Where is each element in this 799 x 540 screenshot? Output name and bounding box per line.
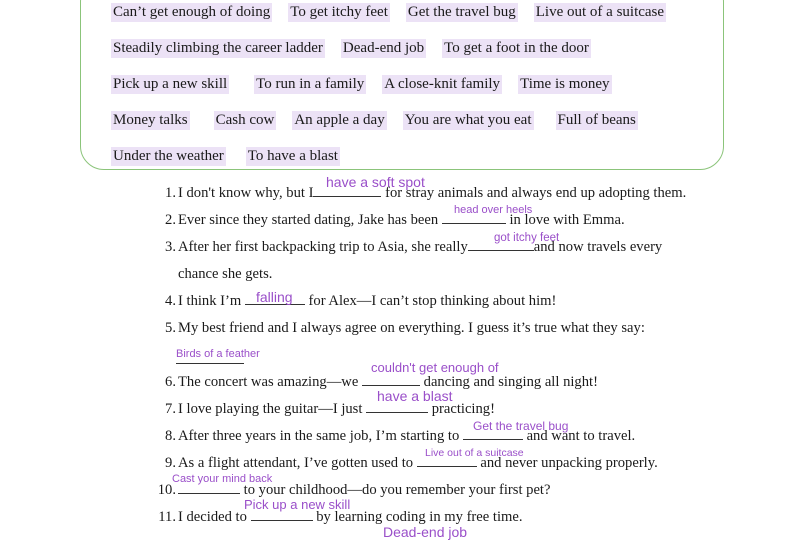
word-chip: Full of beans <box>557 112 636 128</box>
question-text: for stray animals and always end up adopting them. <box>385 185 687 201</box>
question-number: 11. <box>158 509 176 525</box>
word-chip: Get the travel bug <box>407 4 516 20</box>
question-text: After her first backpacking trip to Asia, she really <box>178 239 468 255</box>
word-bank-row-2 <box>111 39 607 58</box>
question-text: I decided to <box>178 509 247 525</box>
word-bank-row-4 <box>111 111 654 130</box>
word-chip: You are what you eat <box>404 112 532 128</box>
word-chip: Can’t get enough of doing <box>113 4 271 20</box>
word-chip: Live out of a suitcase <box>535 4 665 20</box>
word-bank-row-5 <box>111 147 356 166</box>
handwritten-answer: have a blast <box>377 388 453 404</box>
handwritten-answer: Birds of a feather <box>176 348 260 360</box>
question-text: and never unpacking properly. <box>480 455 658 471</box>
question-text: chance she gets. <box>178 266 273 282</box>
word-chip: Dead-end job <box>342 40 425 56</box>
question-number: 6. <box>165 374 176 390</box>
word-bank-row-1 <box>111 3 682 22</box>
word-chip: Money talks <box>113 112 188 128</box>
handwritten-answer: head over heels <box>454 204 533 216</box>
question-text: After three years in the same job, I’m starting to <box>178 428 460 444</box>
question-number: 2. <box>165 212 176 228</box>
question-text: I love playing the guitar—I just <box>178 401 363 417</box>
handwritten-answer: Live out of a suitcase <box>425 447 524 459</box>
word-chip: Under the weather <box>113 148 224 164</box>
question-text: and want to travel. <box>526 428 636 444</box>
question-number: 10. <box>157 482 176 498</box>
handwritten-answer: Cast your mind back <box>172 473 273 485</box>
handwritten-answer: falling <box>256 289 293 305</box>
handwritten-answer: got itchy feet <box>494 232 560 244</box>
question-number: 3. <box>165 239 176 255</box>
question-text: The concert was amazing—we <box>178 374 359 390</box>
answer-blank[interactable] <box>176 362 244 364</box>
question-number: 4. <box>165 293 176 309</box>
word-chip: An apple a day <box>294 112 385 128</box>
question-text: My best friend and I always agree on everything. I guess it’s true what they say: <box>178 320 645 336</box>
question-number: 5. <box>165 320 176 336</box>
word-chip: A close-knit family <box>384 76 501 92</box>
handwritten-answer: have a soft spot <box>326 174 425 190</box>
question-number: 1. <box>165 185 176 201</box>
word-chip: Cash cow <box>215 112 275 128</box>
question-text: for Alex—I can’t stop thinking about him! <box>308 293 557 309</box>
word-bank-row-3 <box>111 75 628 94</box>
handwritten-answer: couldn't get enough of <box>371 360 499 375</box>
word-chip: To get itchy feet <box>290 4 388 20</box>
question-number: 9. <box>165 455 176 471</box>
word-chip: Steadily climbing the career ladder <box>113 40 323 56</box>
question-number: 7. <box>165 401 176 417</box>
handwritten-answer: Get the travel bug <box>473 419 569 433</box>
word-chip: To run in a family <box>256 76 365 92</box>
word-chip: To have a blast <box>247 148 338 164</box>
question-text: to your childhood—do you remember your first pet? <box>243 482 551 498</box>
word-chip: To get a foot in the door <box>444 40 589 56</box>
word-chip: Time is money <box>520 76 610 92</box>
question-text: in love with Emma. <box>509 212 625 228</box>
question-text: by learning coding in my free time. <box>316 509 523 525</box>
word-chip: Pick up a new skill <box>113 76 228 92</box>
question-text: I think I’m <box>178 293 242 309</box>
question-text: dancing and singing all night! <box>423 374 598 390</box>
question-text: As a flight attendant, I’ve gotten used to <box>178 455 414 471</box>
handwritten-answer: Dead-end job <box>383 524 468 540</box>
question-text: I don't know why, but I <box>178 185 314 201</box>
question-text: practicing! <box>431 401 495 417</box>
question-text: Ever since they started dating, Jake has been <box>178 212 439 228</box>
question-text: and now travels every <box>533 239 663 255</box>
handwritten-answer: Pick up a new skill <box>244 497 351 512</box>
question-number: 8. <box>165 428 176 444</box>
